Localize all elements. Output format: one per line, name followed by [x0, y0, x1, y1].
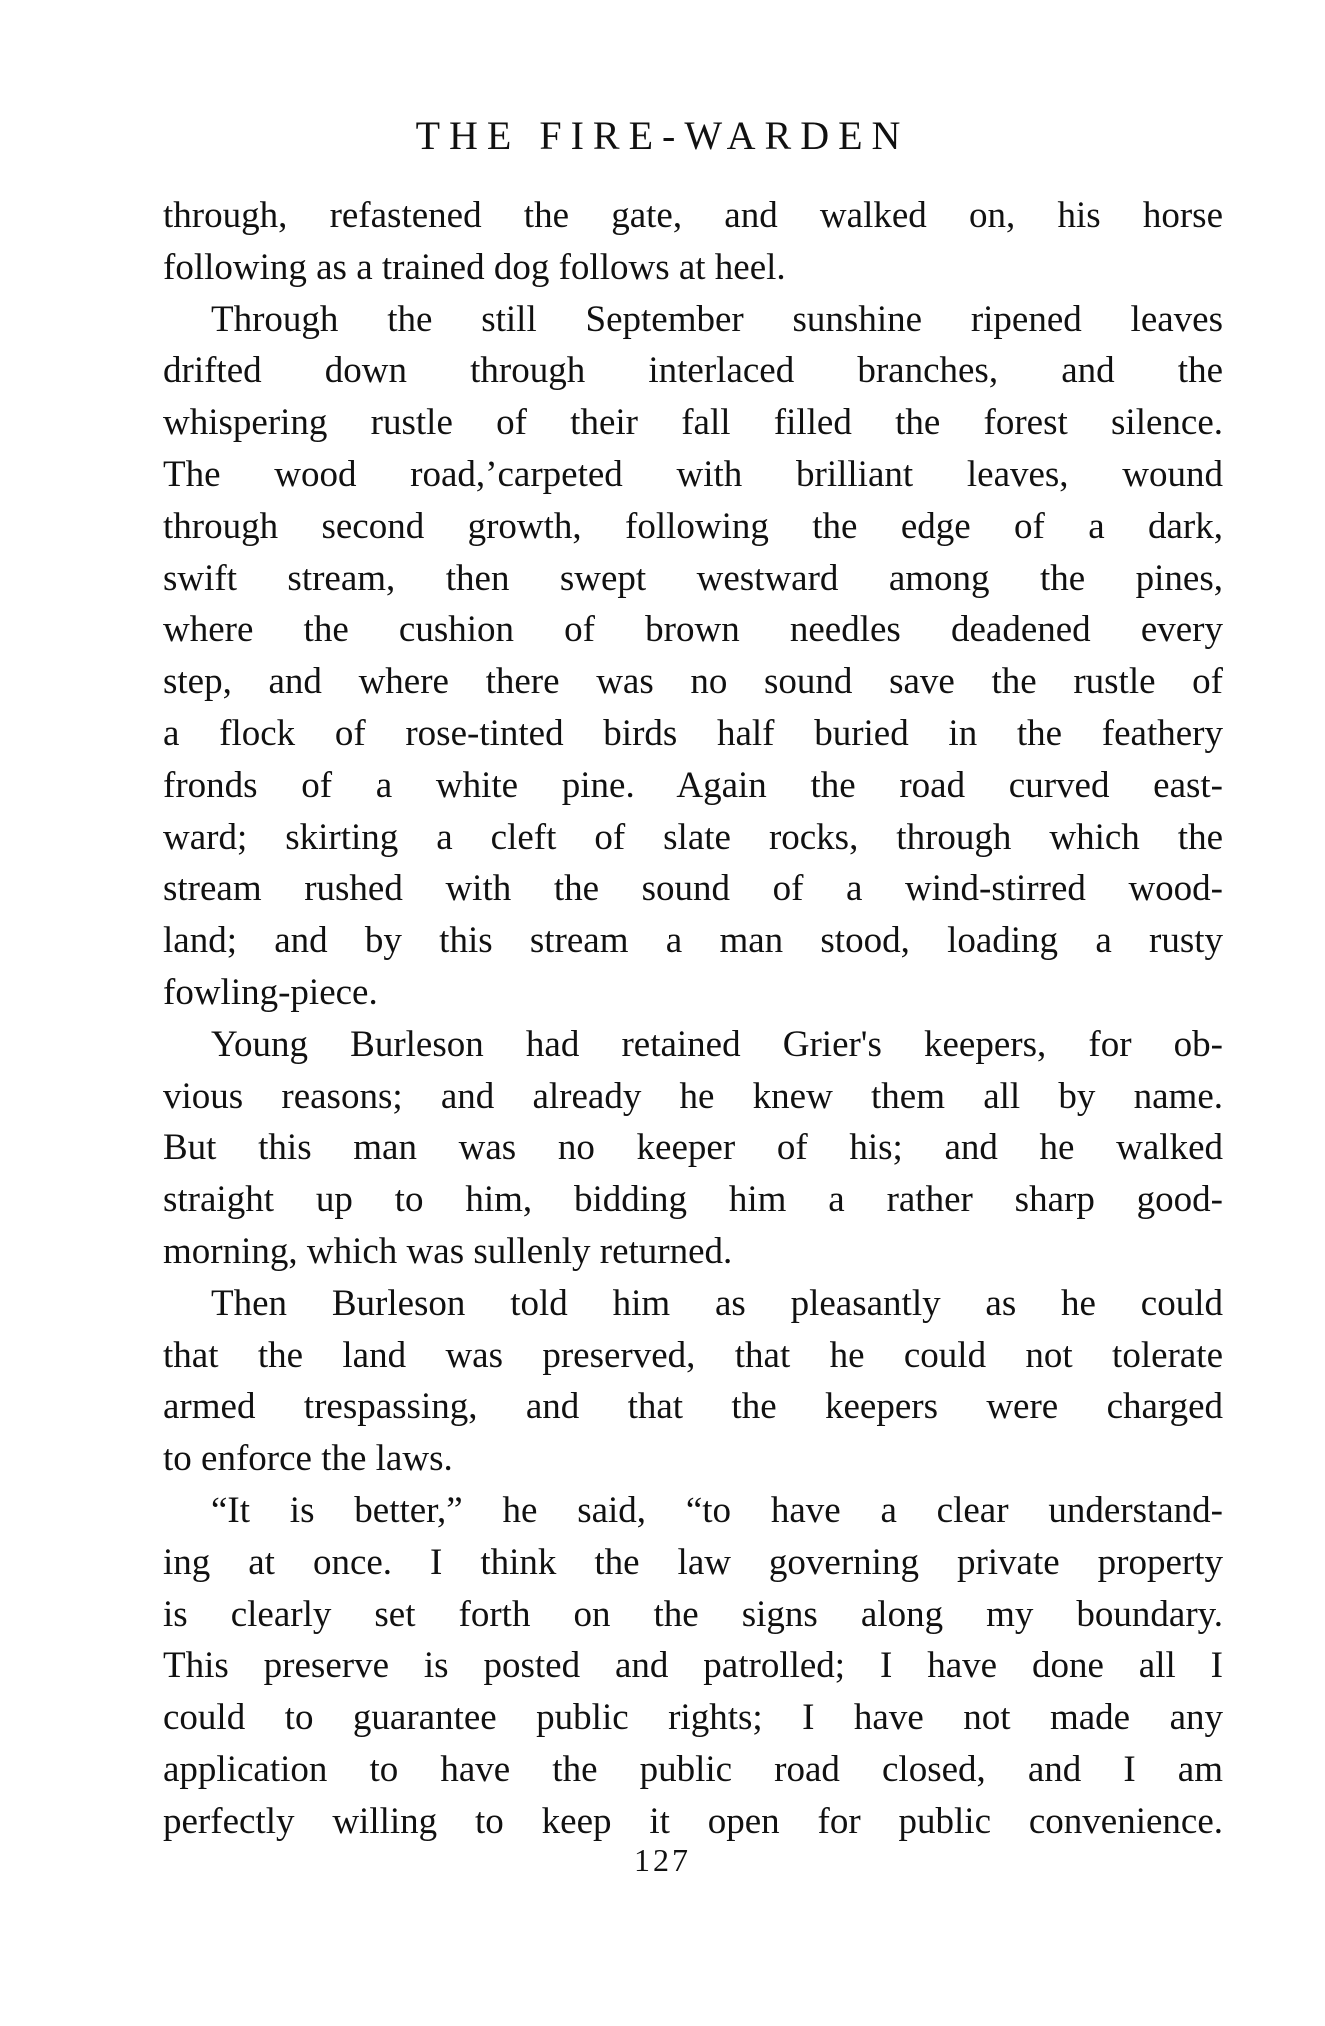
text-line: ward; skirting a cleft of slate rocks, through which the	[163, 816, 1223, 858]
text-line: could to guarantee public rights; I have not made any	[163, 1697, 1223, 1739]
text-line: morning, which was sullenly returned.	[163, 1230, 733, 1272]
text-line: fronds of a white pine. Again the road curved east-	[163, 764, 1223, 806]
text-line: to enforce the laws.	[163, 1438, 453, 1480]
text-line: Then Burleson told him as pleasantly as he could	[211, 1282, 1223, 1324]
text-line: swift stream, then swept westward among the pines,	[163, 557, 1223, 599]
text-line: step, and where there was no sound save the rustle of	[163, 661, 1223, 703]
text-line: application to have the public road closed, and I am	[163, 1748, 1223, 1790]
text-line: land; and by this stream a man stood, loading a rusty	[163, 920, 1223, 962]
running-head: THE FIRE-WARDEN	[415, 113, 910, 158]
text-line: that the land was preserved, that he could not tolerate	[163, 1334, 1223, 1376]
text-line: vious reasons; and already he knew them all by name.	[163, 1075, 1223, 1117]
text-line: perfectly willing to keep it open for public convenience.	[163, 1800, 1223, 1842]
text-line: The wood road,ʼcarpeted with brilliant leaves, wound	[163, 453, 1223, 495]
text-line: stream rushed with the sound of a wind-stirred wood-	[163, 868, 1223, 910]
text-line: a flock of rose-tinted birds half buried in the feathery	[163, 712, 1223, 754]
text-line: “It is better,” he said, “to have a clear understand-	[211, 1489, 1223, 1531]
text-line: following as a trained dog follows at heel.	[163, 246, 786, 288]
text-line: armed trespassing, and that the keepers were charged	[163, 1386, 1223, 1428]
page-number: 127	[634, 1842, 691, 1878]
text-line: But this man was no keeper of his; and he walked	[163, 1127, 1223, 1169]
text-line: whispering rustle of their fall filled the forest silence.	[163, 402, 1223, 444]
text-line: ing at once. I think the law governing private property	[163, 1541, 1223, 1583]
text-line: is clearly set forth on the signs along my boundary.	[163, 1593, 1223, 1635]
text-line: straight up to him, bidding him a rather sharp good-	[163, 1179, 1223, 1221]
text-line: Through the still September sunshine ripened leaves	[211, 298, 1223, 340]
text-line: This preserve is posted and patrolled; I have done all I	[163, 1645, 1223, 1687]
text-line: through second growth, following the edge of a dark,	[163, 505, 1223, 547]
body-text	[163, 190, 1223, 1848]
text-line: through, refastened the gate, and walked on, his horse	[163, 195, 1223, 236]
text-line: where the cushion of brown needles deadened every	[163, 609, 1223, 651]
text-line: drifted down through interlaced branches, and the	[163, 350, 1223, 392]
text-line: Young Burleson had retained Grier's keepers, for ob-	[211, 1023, 1223, 1065]
text-line: fowling-piece.	[163, 971, 378, 1013]
